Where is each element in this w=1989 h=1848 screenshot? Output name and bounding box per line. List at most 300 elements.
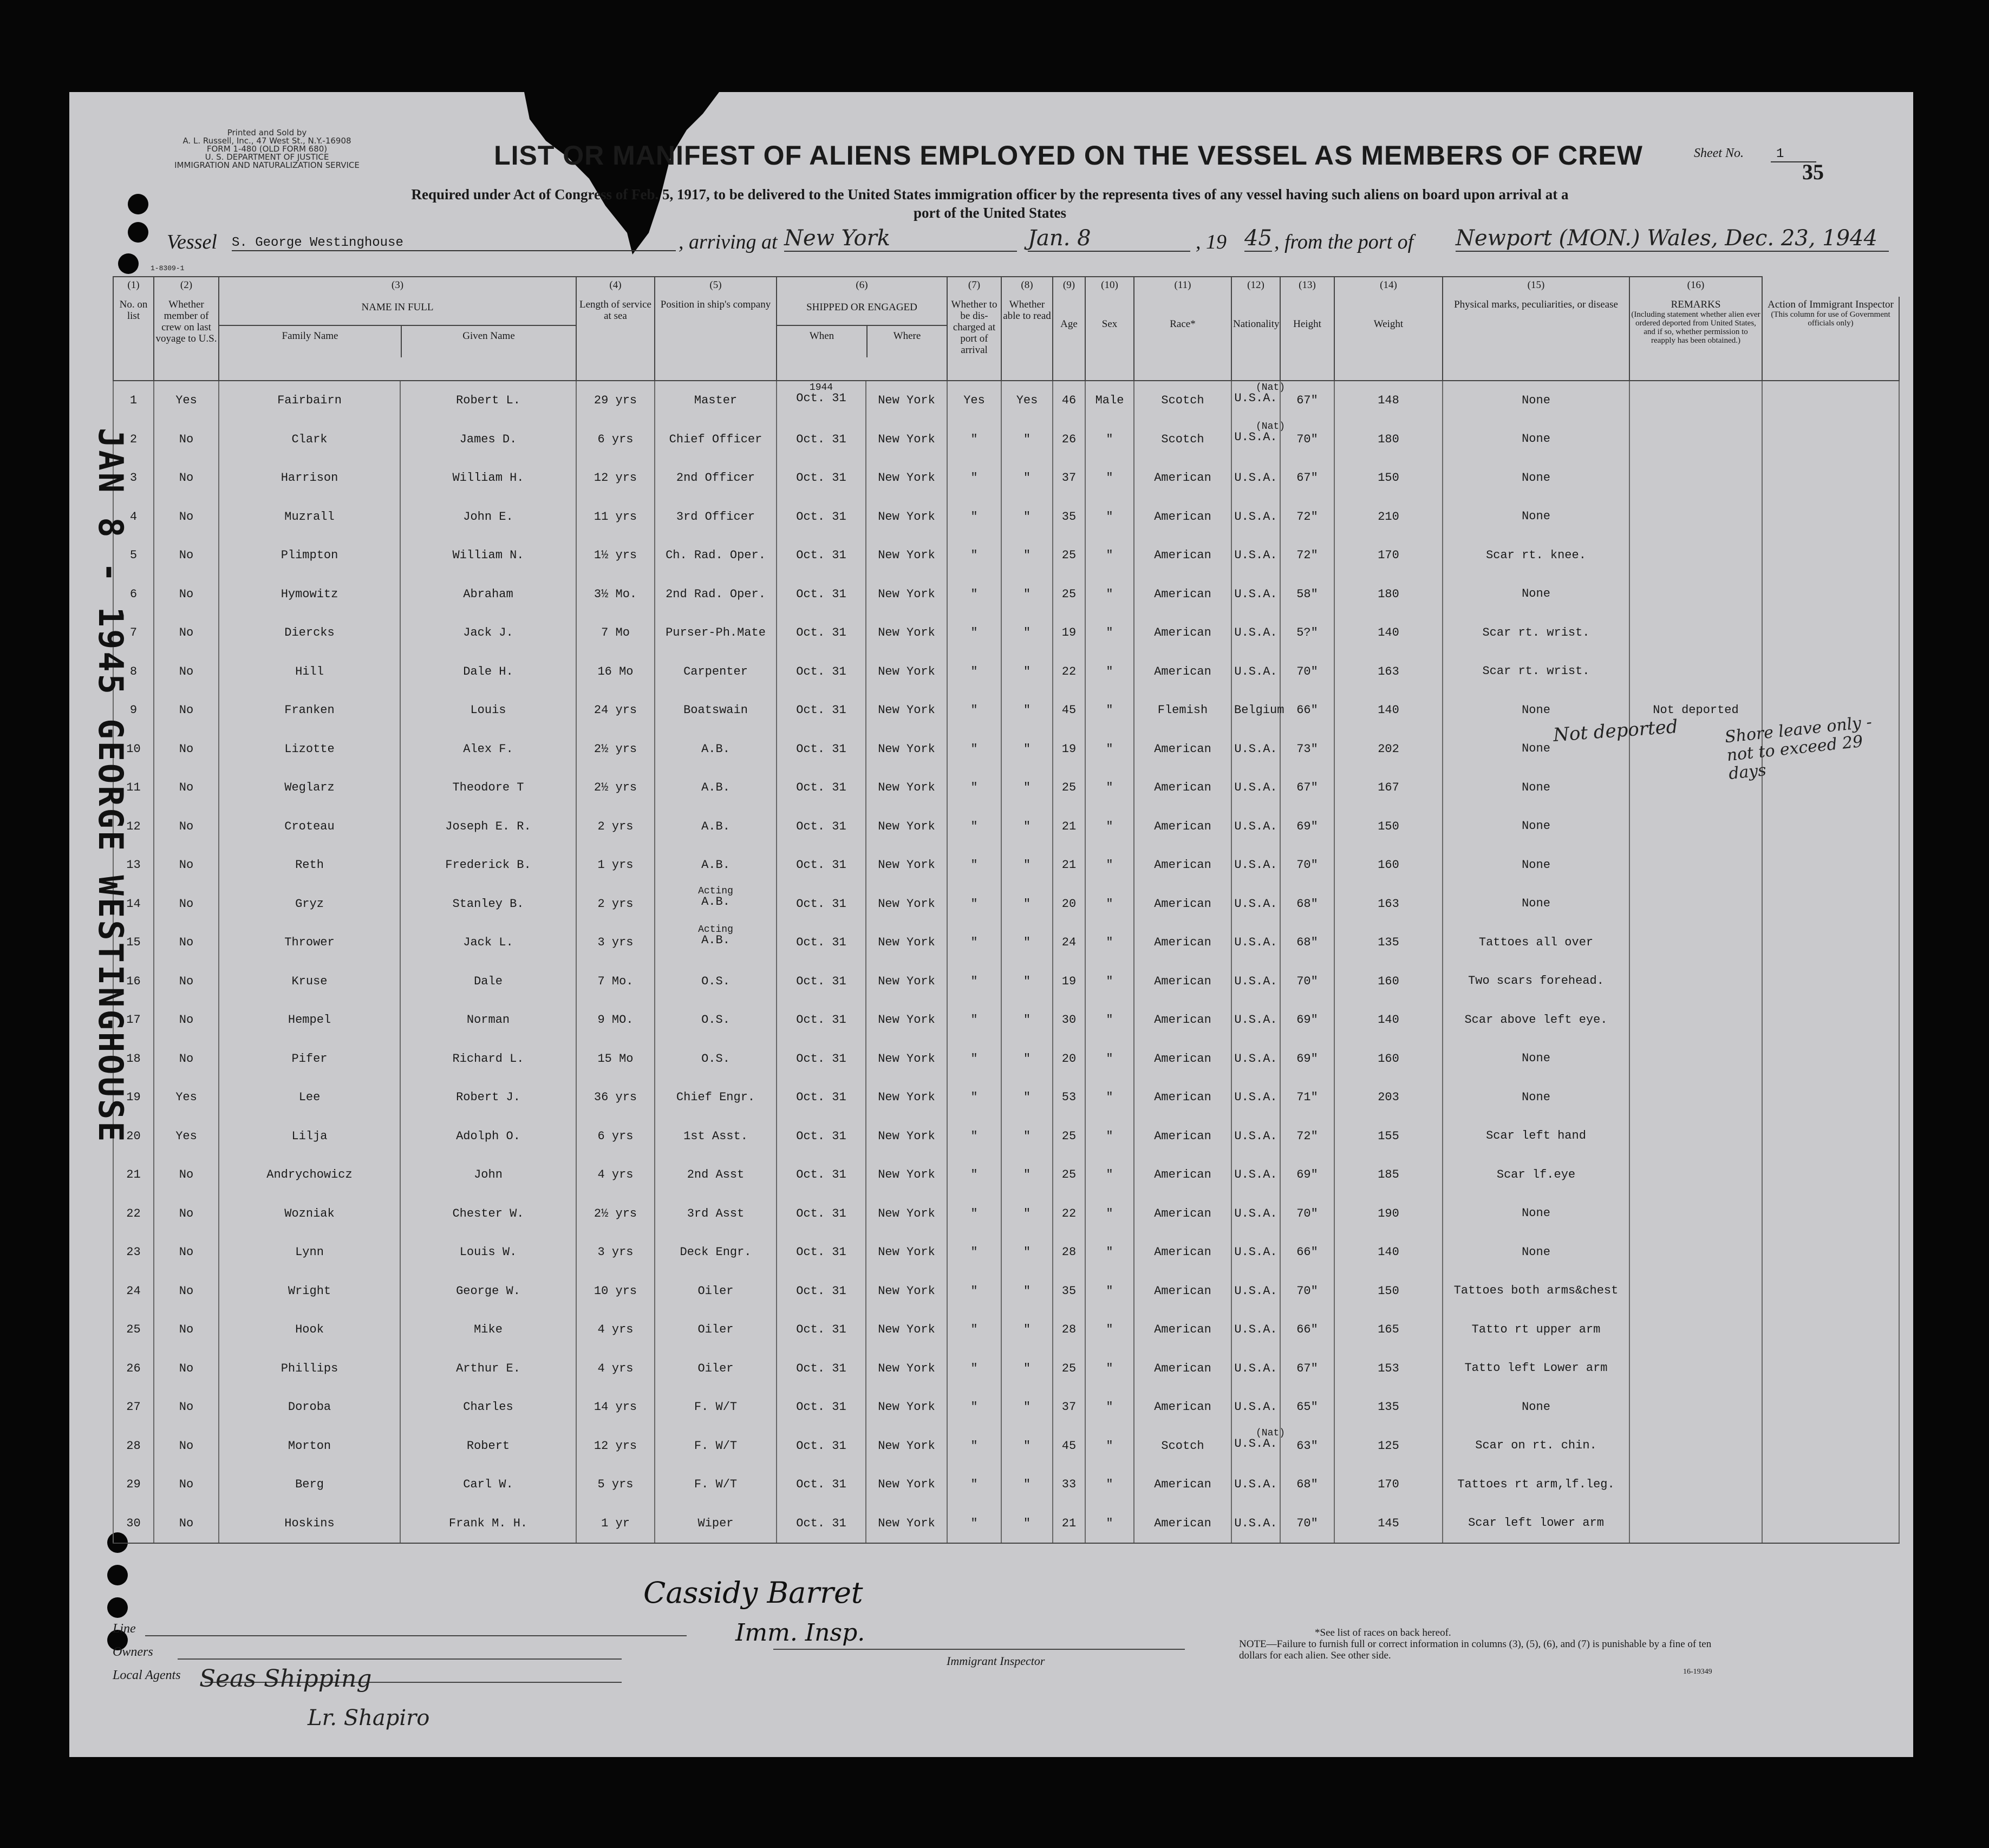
given-name: Frederick B. [445, 858, 531, 872]
remarks-cell [1629, 923, 1762, 962]
race-cell [1134, 1465, 1231, 1504]
length-of-service-cell [576, 730, 655, 769]
to-be-discharged: Yes [963, 394, 985, 408]
family-name: Weglarz [284, 781, 335, 795]
nationality-cell [1231, 1001, 1280, 1040]
able-to-read-cell [1001, 652, 1053, 691]
able-to-read-cell [1001, 1155, 1053, 1194]
physical-marks-cell [1443, 1504, 1629, 1544]
col-height: Height [1280, 297, 1334, 381]
age-cell [1053, 846, 1085, 885]
physical-marks-cell [1443, 1272, 1629, 1311]
last-voyage-cell [154, 459, 219, 498]
shipped-when-cell [777, 962, 866, 1001]
row-number-cell [113, 1233, 154, 1272]
shipped-when-cell [777, 1155, 866, 1194]
last-voyage: No [179, 781, 194, 795]
sex-cell [1085, 1349, 1134, 1388]
physical-marks: Two scars forehead. [1468, 974, 1604, 988]
to-be-discharged: " [970, 1206, 978, 1220]
nationality-cell [1231, 652, 1280, 691]
given-name-cell [400, 1040, 576, 1079]
length-of-service-cell [576, 1272, 655, 1311]
family-name: Gryz [295, 897, 324, 911]
row-number: 14 [126, 897, 141, 911]
able-to-read: " [1023, 974, 1031, 988]
to-be-discharged-cell [947, 768, 1001, 807]
fine-note: NOTE—Failure to furnish full or correct information in columns (3), (5), (6), and (7) is punishable by a fine of ten dollars for each alien. See other side. [1239, 1638, 1712, 1661]
sex: " [1106, 858, 1113, 872]
race: American [1154, 548, 1211, 563]
sex: Male [1095, 394, 1124, 408]
last-voyage: No [179, 1478, 194, 1492]
crew-row [113, 807, 1899, 846]
race: American [1154, 1245, 1211, 1259]
family-name: Hempel [288, 1013, 331, 1027]
weight: 145 [1378, 1516, 1399, 1530]
sex: " [1106, 626, 1113, 640]
height: 65" [1296, 1400, 1318, 1414]
able-to-read: " [1023, 781, 1031, 795]
inspector-action-cell [1762, 885, 1899, 924]
physical-marks-cell [1443, 498, 1629, 537]
physical-marks-cell [1443, 1465, 1629, 1504]
position-cell [655, 1504, 777, 1544]
family-name-cell [219, 1155, 400, 1194]
physical-marks: None [1522, 393, 1550, 407]
nationality: U.S.A. [1234, 819, 1277, 833]
weight: 180 [1378, 432, 1399, 446]
to-be-discharged-cell [947, 1001, 1001, 1040]
nationality: U.S.A. [1234, 897, 1277, 911]
family-name-cell [219, 1427, 400, 1466]
to-be-discharged: " [970, 781, 978, 795]
shipped-subheaders [777, 326, 947, 357]
row-number: 15 [126, 936, 141, 950]
position: Chief Engr. [676, 1090, 755, 1105]
row-number: 11 [126, 781, 141, 795]
height-cell [1280, 1427, 1334, 1466]
physical-marks: Scar on rt. chin. [1475, 1439, 1597, 1453]
position-cell [655, 575, 777, 614]
height-cell [1280, 1504, 1334, 1544]
nationality-cell [1231, 923, 1280, 962]
shipped-when: Oct. 31 [796, 1168, 846, 1182]
shipped-when-cell [777, 1078, 866, 1117]
weight: 180 [1378, 587, 1399, 601]
given-name: William N. [452, 548, 524, 563]
age-cell [1053, 1349, 1085, 1388]
position-cell [655, 885, 777, 924]
remarks-label: REMARKS [1671, 299, 1721, 310]
race: Flemish [1157, 703, 1208, 717]
sex-cell [1085, 1504, 1134, 1544]
race: American [1154, 1478, 1211, 1492]
length-of-service-cell [576, 962, 655, 1001]
crew-row [113, 1155, 1899, 1194]
able-to-read: " [1023, 1516, 1031, 1530]
sex-cell [1085, 807, 1134, 846]
shipped-when: Oct. 31 [796, 471, 846, 485]
sex-cell [1085, 1465, 1134, 1504]
length-of-service: 7 Mo [601, 626, 630, 640]
shipped-where-cell [866, 1427, 947, 1466]
last-voyage-cell [154, 536, 219, 575]
sheet-number [1694, 146, 1816, 161]
position-cell [655, 498, 777, 537]
row-number: 1 [129, 394, 138, 408]
row-number: 30 [126, 1516, 141, 1530]
arrival-year: 45 [1244, 226, 1272, 251]
inspector-action-cell [1762, 459, 1899, 498]
shipped-where: New York [878, 548, 935, 563]
shipped-where-cell [866, 1388, 947, 1427]
row-number: 17 [126, 1013, 141, 1027]
position-cell [655, 962, 777, 1001]
race: American [1154, 858, 1211, 872]
length-of-service-cell [576, 498, 655, 537]
race-cell [1134, 1272, 1231, 1311]
nationality-cell [1231, 1078, 1280, 1117]
weight-cell [1334, 652, 1443, 691]
length-of-service: 11 yrs [594, 510, 637, 524]
age: 37 [1061, 1400, 1077, 1414]
weight-cell [1334, 575, 1443, 614]
position: F. W/T [694, 1439, 738, 1453]
last-voyage-cell [154, 1117, 219, 1156]
row-number: 3 [129, 471, 138, 485]
remarks-cell [1629, 962, 1762, 1001]
to-be-discharged-cell [947, 923, 1001, 962]
able-to-read: " [1023, 1168, 1031, 1182]
nationality: U.S.A. [1234, 1400, 1277, 1414]
height: 72" [1296, 1129, 1318, 1143]
shipped-where: New York [878, 432, 935, 446]
row-number: 21 [126, 1168, 141, 1182]
to-be-discharged: " [970, 587, 978, 601]
printer-line: A. L. Russell, Inc., 47 West St., N.Y.-16908 [182, 136, 351, 146]
weight-cell [1334, 1040, 1443, 1079]
given-name: Robert J. [456, 1090, 520, 1105]
position: A.B. [701, 933, 730, 948]
height: 72" [1296, 510, 1318, 524]
race: American [1154, 626, 1211, 640]
last-voyage: No [179, 548, 194, 563]
inspector-action-cell [1762, 536, 1899, 575]
last-voyage: No [179, 819, 194, 833]
crew-row [113, 1465, 1899, 1504]
nationality-cell [1231, 885, 1280, 924]
able-to-read-cell [1001, 1001, 1053, 1040]
shipped-where-cell [866, 1504, 947, 1544]
sex: " [1106, 1206, 1113, 1220]
physical-marks-cell [1443, 536, 1629, 575]
able-to-read-cell [1001, 1504, 1053, 1544]
crew-row [113, 459, 1899, 498]
to-be-discharged: " [970, 1052, 978, 1066]
shipped-where: New York [878, 626, 935, 640]
owners-rule [178, 1658, 622, 1660]
family-name: Franken [284, 703, 335, 717]
to-be-discharged-cell [947, 1040, 1001, 1079]
height: 58" [1296, 587, 1318, 601]
physical-marks-cell [1443, 885, 1629, 924]
remarks-cell [1629, 1349, 1762, 1388]
race-cell [1134, 652, 1231, 691]
weight: 160 [1378, 974, 1399, 988]
physical-marks-cell [1443, 1194, 1629, 1233]
race-cell [1134, 807, 1231, 846]
col-discharged: Whether to be dis-charged at port of arrival [947, 297, 1001, 381]
to-be-discharged-cell [947, 459, 1001, 498]
last-voyage-cell [154, 807, 219, 846]
inspector-action-cell [1762, 1465, 1899, 1504]
position-cell [655, 1155, 777, 1194]
age-cell [1053, 1155, 1085, 1194]
crew-row [113, 420, 1899, 459]
sex-cell [1085, 498, 1134, 537]
remarks-cell [1629, 1465, 1762, 1504]
nationality-cell [1231, 1465, 1280, 1504]
shipped-where: New York [878, 1245, 935, 1259]
physical-marks: None [1522, 1090, 1550, 1104]
sex-cell [1085, 1078, 1134, 1117]
height: 67" [1296, 394, 1318, 408]
given-name: Joseph E. R. [445, 819, 531, 833]
length-of-service-cell [576, 459, 655, 498]
col-sex: Sex [1085, 297, 1134, 381]
position-cell [655, 1465, 777, 1504]
weight-cell [1334, 846, 1443, 885]
family-name: Fairbairn [277, 394, 342, 408]
row-number-cell [113, 381, 154, 420]
shipped-when-cell [777, 768, 866, 807]
position: Wiper [697, 1516, 734, 1530]
weight-cell [1334, 1194, 1443, 1233]
family-name-cell [219, 420, 400, 459]
position-cell [655, 846, 777, 885]
given-name: James D. [459, 432, 517, 446]
height-cell [1280, 1349, 1334, 1388]
able-to-read-cell [1001, 1427, 1053, 1466]
length-of-service: 1 yrs [597, 858, 634, 872]
nationality-cell [1231, 1155, 1280, 1194]
age: 33 [1061, 1478, 1077, 1492]
remarks-sub: (Including statement whether alien ever ordered deported from United States, and if so, whether permission to reapply has been obtained.) [1631, 310, 1760, 345]
shipped-where: New York [878, 1090, 935, 1105]
weight-cell [1334, 691, 1443, 730]
position: A.B. [701, 858, 730, 872]
shipped-when: Oct. 31 [796, 781, 846, 795]
to-be-discharged: " [970, 510, 978, 524]
to-be-discharged-cell [947, 575, 1001, 614]
able-to-read-cell [1001, 1310, 1053, 1349]
position: Boatswain [683, 703, 748, 717]
given-name: Dale H. [463, 664, 513, 678]
position-cell [655, 1349, 777, 1388]
family-name: Diercks [284, 626, 335, 640]
shipped-when-cell [777, 1388, 866, 1427]
required-line-1: Required under Act of Congress of Feb. 5, 1917, to be delivered to the United States immigration officer by the representa tives of any vessel having such aliens on board upon arrival at a [411, 186, 1569, 203]
height-cell [1280, 846, 1334, 885]
last-voyage: No [179, 587, 194, 601]
family-name: Plimpton [281, 548, 338, 563]
col-position: Position in ship's company [655, 297, 777, 381]
position: A.B. [701, 894, 730, 909]
able-to-read: " [1023, 1013, 1031, 1027]
age: 19 [1061, 742, 1077, 756]
height: 73" [1296, 742, 1318, 756]
length-of-service: 1½ yrs [594, 548, 637, 563]
inspector-action-cell [1762, 1427, 1899, 1466]
age: 35 [1061, 1284, 1077, 1298]
races-note: *See list of races on back hereof. [1315, 1627, 1451, 1638]
height: 67" [1296, 1361, 1318, 1375]
given-name: John E. [463, 510, 513, 524]
nationality-cell [1231, 613, 1280, 652]
given-name-cell [400, 420, 576, 459]
to-be-discharged-cell [947, 381, 1001, 420]
age-cell [1053, 1040, 1085, 1079]
weight: 148 [1378, 394, 1399, 408]
weight-cell [1334, 1233, 1443, 1272]
remarks-cell [1629, 1233, 1762, 1272]
family-name: Wozniak [284, 1206, 335, 1220]
age-cell [1053, 1465, 1085, 1504]
nationality: U.S.A. [1234, 1245, 1277, 1259]
family-name: Clark [291, 432, 328, 446]
sex: " [1106, 1323, 1113, 1337]
shipped-where-cell [866, 807, 947, 846]
printer-line: FORM 1-480 (OLD FORM 680) [206, 144, 328, 154]
form-number: 16-19349 [1683, 1668, 1712, 1676]
shipped-when: Oct. 31 [796, 626, 846, 640]
column-number: (2) [154, 277, 219, 297]
family-name: Morton [288, 1439, 331, 1453]
length-of-service: 16 Mo [597, 664, 634, 678]
nationality: Belgium [1234, 703, 1284, 717]
able-to-read: " [1023, 897, 1031, 911]
length-of-service-cell [576, 846, 655, 885]
shipped-when-cell [777, 885, 866, 924]
physical-marks: Scar left hand [1486, 1129, 1586, 1143]
to-be-discharged-cell [947, 1194, 1001, 1233]
sex: " [1106, 1516, 1113, 1530]
weight: 140 [1378, 1013, 1399, 1027]
last-voyage: Yes [175, 1129, 197, 1143]
shipped-where-cell [866, 768, 947, 807]
height: 67" [1296, 781, 1318, 795]
age-cell [1053, 498, 1085, 537]
family-name: Hoskins [284, 1516, 335, 1530]
age: 28 [1061, 1245, 1077, 1259]
last-voyage-cell [154, 381, 219, 420]
position-cell [655, 1272, 777, 1311]
to-be-discharged: " [970, 1439, 978, 1453]
inspector-action-cell [1762, 1272, 1899, 1311]
to-be-discharged-cell [947, 1310, 1001, 1349]
family-name-cell [219, 1349, 400, 1388]
nationality-cell [1231, 1349, 1280, 1388]
position-cell [655, 1233, 777, 1272]
owners-label: Owners [113, 1645, 153, 1659]
shipped-where-cell [866, 459, 947, 498]
physical-marks: Scar rt. wrist. [1482, 625, 1590, 639]
last-voyage: No [179, 510, 194, 524]
weight: 163 [1378, 664, 1399, 678]
height: 70" [1296, 664, 1318, 678]
shipped-when-cell [777, 691, 866, 730]
column-number: (14) [1334, 277, 1443, 297]
age: 45 [1061, 1439, 1077, 1453]
family-name: Phillips [281, 1361, 338, 1375]
row-number: 2 [129, 432, 138, 446]
column-number: (3) [219, 277, 576, 297]
nationality-cell [1231, 1272, 1280, 1311]
given-name-cell [400, 1349, 576, 1388]
family-name: Berg [295, 1478, 324, 1492]
sex-cell [1085, 846, 1134, 885]
age: 21 [1061, 858, 1077, 872]
length-of-service-cell [576, 1504, 655, 1544]
last-voyage: No [179, 471, 194, 485]
nationality: U.S.A. [1234, 1361, 1277, 1375]
position: 1st Asst. [683, 1129, 748, 1143]
printer-line: Printed and Sold by [227, 128, 307, 138]
height: 66" [1296, 703, 1318, 717]
to-be-discharged-cell [947, 1155, 1001, 1194]
sex-cell [1085, 1117, 1134, 1156]
length-of-service-cell [576, 575, 655, 614]
shipped-where-cell [866, 1078, 947, 1117]
crew-row [113, 1001, 1899, 1040]
family-name-cell [219, 807, 400, 846]
given-name-cell [400, 885, 576, 924]
to-be-discharged: " [970, 703, 978, 717]
height-cell [1280, 420, 1334, 459]
weight-cell [1334, 1001, 1443, 1040]
shipped-when: Oct. 31 [796, 742, 846, 756]
to-be-discharged-cell [947, 807, 1001, 846]
stamp-number: 35 [1802, 160, 1824, 184]
to-be-discharged: " [970, 974, 978, 988]
race-cell [1134, 381, 1231, 420]
race-cell [1134, 420, 1231, 459]
nationality: U.S.A. [1234, 1129, 1277, 1143]
position: F. W/T [694, 1478, 738, 1492]
crew-row [113, 1310, 1899, 1349]
remarks-cell [1629, 498, 1762, 537]
age: 25 [1061, 1129, 1077, 1143]
shipped-when: Oct. 31 [796, 510, 846, 524]
crew-row [113, 381, 1899, 420]
physical-marks: Scar lf.eye [1496, 1167, 1576, 1181]
shipped-where-cell [866, 498, 947, 537]
weight: 167 [1378, 781, 1399, 795]
weight-cell [1334, 923, 1443, 962]
height: 5?" [1296, 626, 1318, 640]
race-cell [1134, 1388, 1231, 1427]
able-to-read: " [1023, 1245, 1031, 1259]
physical-marks-cell [1443, 459, 1629, 498]
race-cell [1134, 575, 1231, 614]
last-voyage-cell [154, 652, 219, 691]
inspector-action-cell [1762, 846, 1899, 885]
position-cell [655, 807, 777, 846]
given-name-cell [400, 1310, 576, 1349]
family-name-cell [219, 613, 400, 652]
position: A.B. [701, 742, 730, 756]
